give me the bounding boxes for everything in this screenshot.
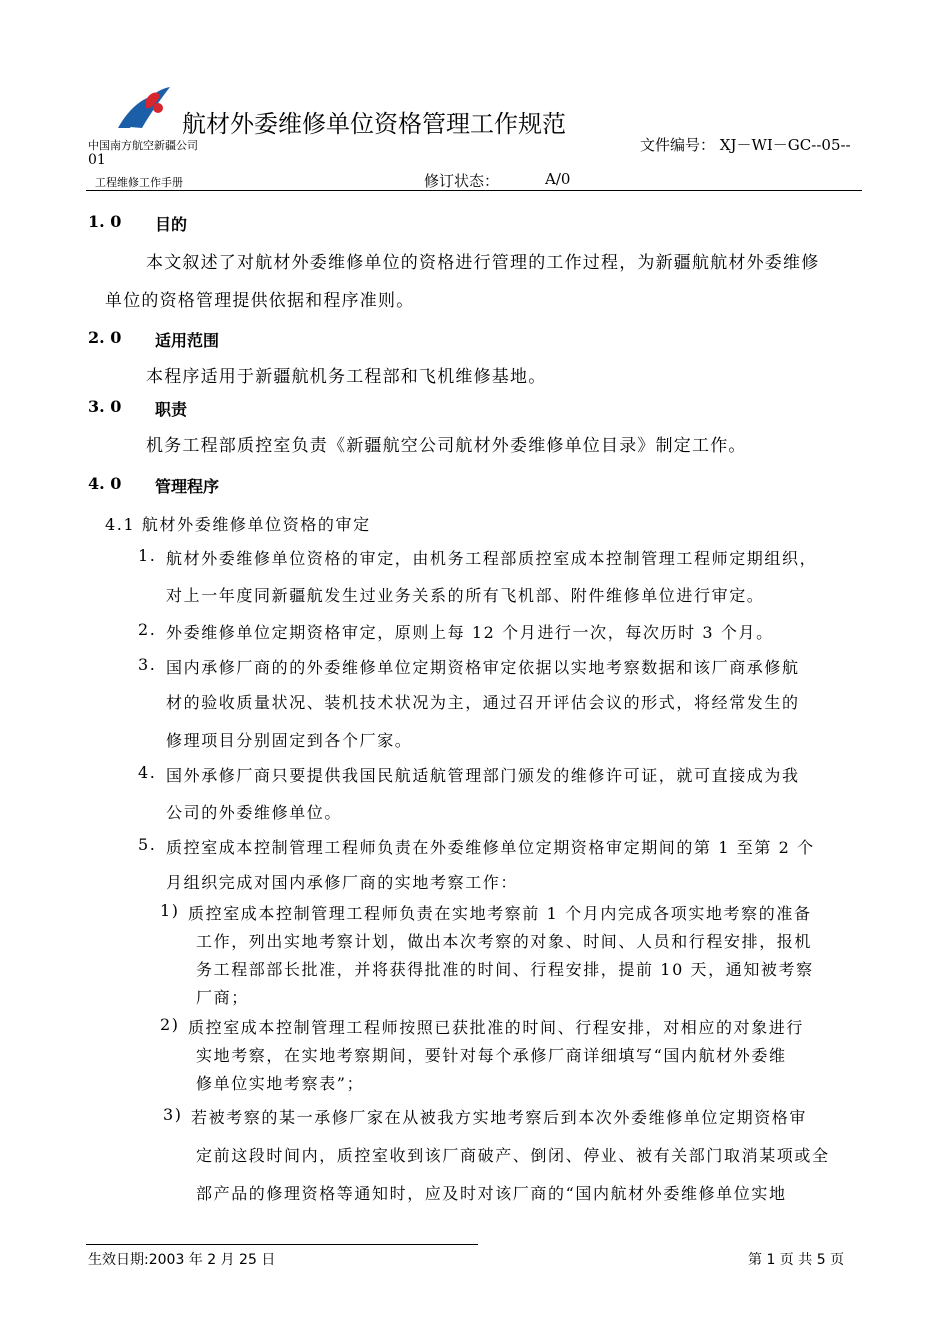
item-line: 质控室成本控制管理工程师负责在外委维修单位定期资格审定期间的第 1 至第 2 个	[166, 838, 815, 857]
document-title: 航材外委维修单位资格管理工作规范	[182, 110, 566, 138]
paragraph-line: 单位的资格管理提供依据和程序准则。	[105, 291, 415, 311]
subitem-line: 定前这段时间内，质控室收到该厂商破产、倒闭、停业、被有关部门取消某项或全	[196, 1146, 830, 1165]
subitem-marker: 2)	[160, 1015, 180, 1034]
item-line: 国内承修厂商的的外委维修单位定期资格审定依据以实地考察数据和该厂商承修航	[166, 658, 800, 677]
item-line: 月组织完成对国内承修厂商的实地考察工作：	[166, 873, 519, 892]
company-name: 中国南方航空新疆公司	[88, 139, 198, 152]
revision-label: 修订状态：	[424, 172, 500, 190]
header-divider	[86, 190, 862, 191]
subitem-line: 厂商；	[196, 988, 249, 1007]
section-number: 3. 0	[88, 397, 122, 416]
item-marker: 5.	[138, 835, 157, 854]
subitem-line: 质控室成本控制管理工程师按照已获批准的时间、行程安排，对相应的对象进行	[188, 1018, 805, 1037]
section-title: 目的	[155, 215, 188, 234]
subitem-line: 务工程部部长批准，并将获得批准的时间、行程安排，提前 10 天，通知被考察	[196, 960, 814, 979]
section-title: 管理程序	[155, 477, 220, 496]
item-marker: 1.	[138, 546, 157, 565]
item-line: 公司的外委维修单位。	[166, 803, 343, 822]
manual-name: 工程维修工作手册	[95, 176, 183, 189]
doc-number-continued: 01	[88, 152, 106, 168]
paragraph-line: 机务工程部质控室负责《新疆航空公司航材外委维修单位目录》制定工作。	[146, 436, 747, 456]
item-line: 外委维修单位定期资格审定，原则上每 12 个月进行一次，每次历时 3 个月。	[166, 623, 774, 642]
subitem-line: 部产品的修理资格等通知时，应及时对该厂商的“国内航材外委维修单位实地	[196, 1184, 787, 1203]
company-logo	[100, 82, 190, 132]
page-number: 第 1 页 共 5 页	[748, 1252, 845, 1268]
item-line: 航材外委维修单位资格的审定，由机务工程部质控室成本控制管理工程师定期组织，	[166, 549, 818, 568]
section-number: 1. 0	[88, 212, 122, 231]
subitem-line: 工作，列出实地考察计划，做出本次考察的对象、时间、人员和行程安排，报机	[196, 932, 813, 951]
item-marker: 4.	[138, 763, 157, 782]
effective-date: 生效日期:2003 年 2 月 25 日	[88, 1252, 276, 1268]
subitem-marker: 3)	[163, 1105, 183, 1124]
subitem-line: 质控室成本控制管理工程师负责在实地考察前 1 个月内完成各项实地考察的准备	[188, 904, 812, 923]
paragraph-line: 本文叙述了对航材外委维修单位的资格进行管理的工作过程，为新疆航航材外委维修	[146, 253, 820, 273]
subsection-title: 4.1 航材外委维修单位资格的审定	[105, 515, 371, 534]
item-line: 对上一年度同新疆航发生过业务关系的所有飞机部、附件维修单位进行审定。	[166, 586, 765, 605]
subitem-line: 若被考察的某一承修厂家在从被我方实地考察后到本次外委维修单位定期资格审	[191, 1108, 808, 1127]
item-line: 修理项目分别固定到各个厂家。	[166, 731, 413, 750]
subitem-line: 实地考察，在实地考察期间，要针对每个承修厂商详细填写“国内航材外委维	[196, 1046, 787, 1065]
revision-value: A/0	[545, 170, 571, 188]
paragraph-line: 本程序适用于新疆航机务工程部和飞机维修基地。	[146, 367, 547, 387]
section-title: 适用范围	[155, 331, 220, 350]
subitem-marker: 1)	[160, 901, 180, 920]
item-line: 国外承修厂商只要提供我国民航适航管理部门颁发的维修许可证，就可直接成为我	[166, 766, 800, 785]
item-marker: 3.	[138, 655, 157, 674]
section-title: 职责	[155, 400, 188, 419]
doc-number: 文件编号： XJ－WI－GC--05--	[640, 136, 851, 154]
section-number: 4. 0	[88, 474, 122, 493]
section-number: 2. 0	[88, 328, 122, 347]
item-marker: 2.	[138, 620, 157, 639]
subitem-line: 修单位实地考察表”；	[196, 1074, 365, 1093]
item-line: 材的验收质量状况、装机技术状况为主，通过召开评估会议的形式，将经常发生的	[166, 693, 800, 712]
footer-divider	[86, 1244, 478, 1245]
